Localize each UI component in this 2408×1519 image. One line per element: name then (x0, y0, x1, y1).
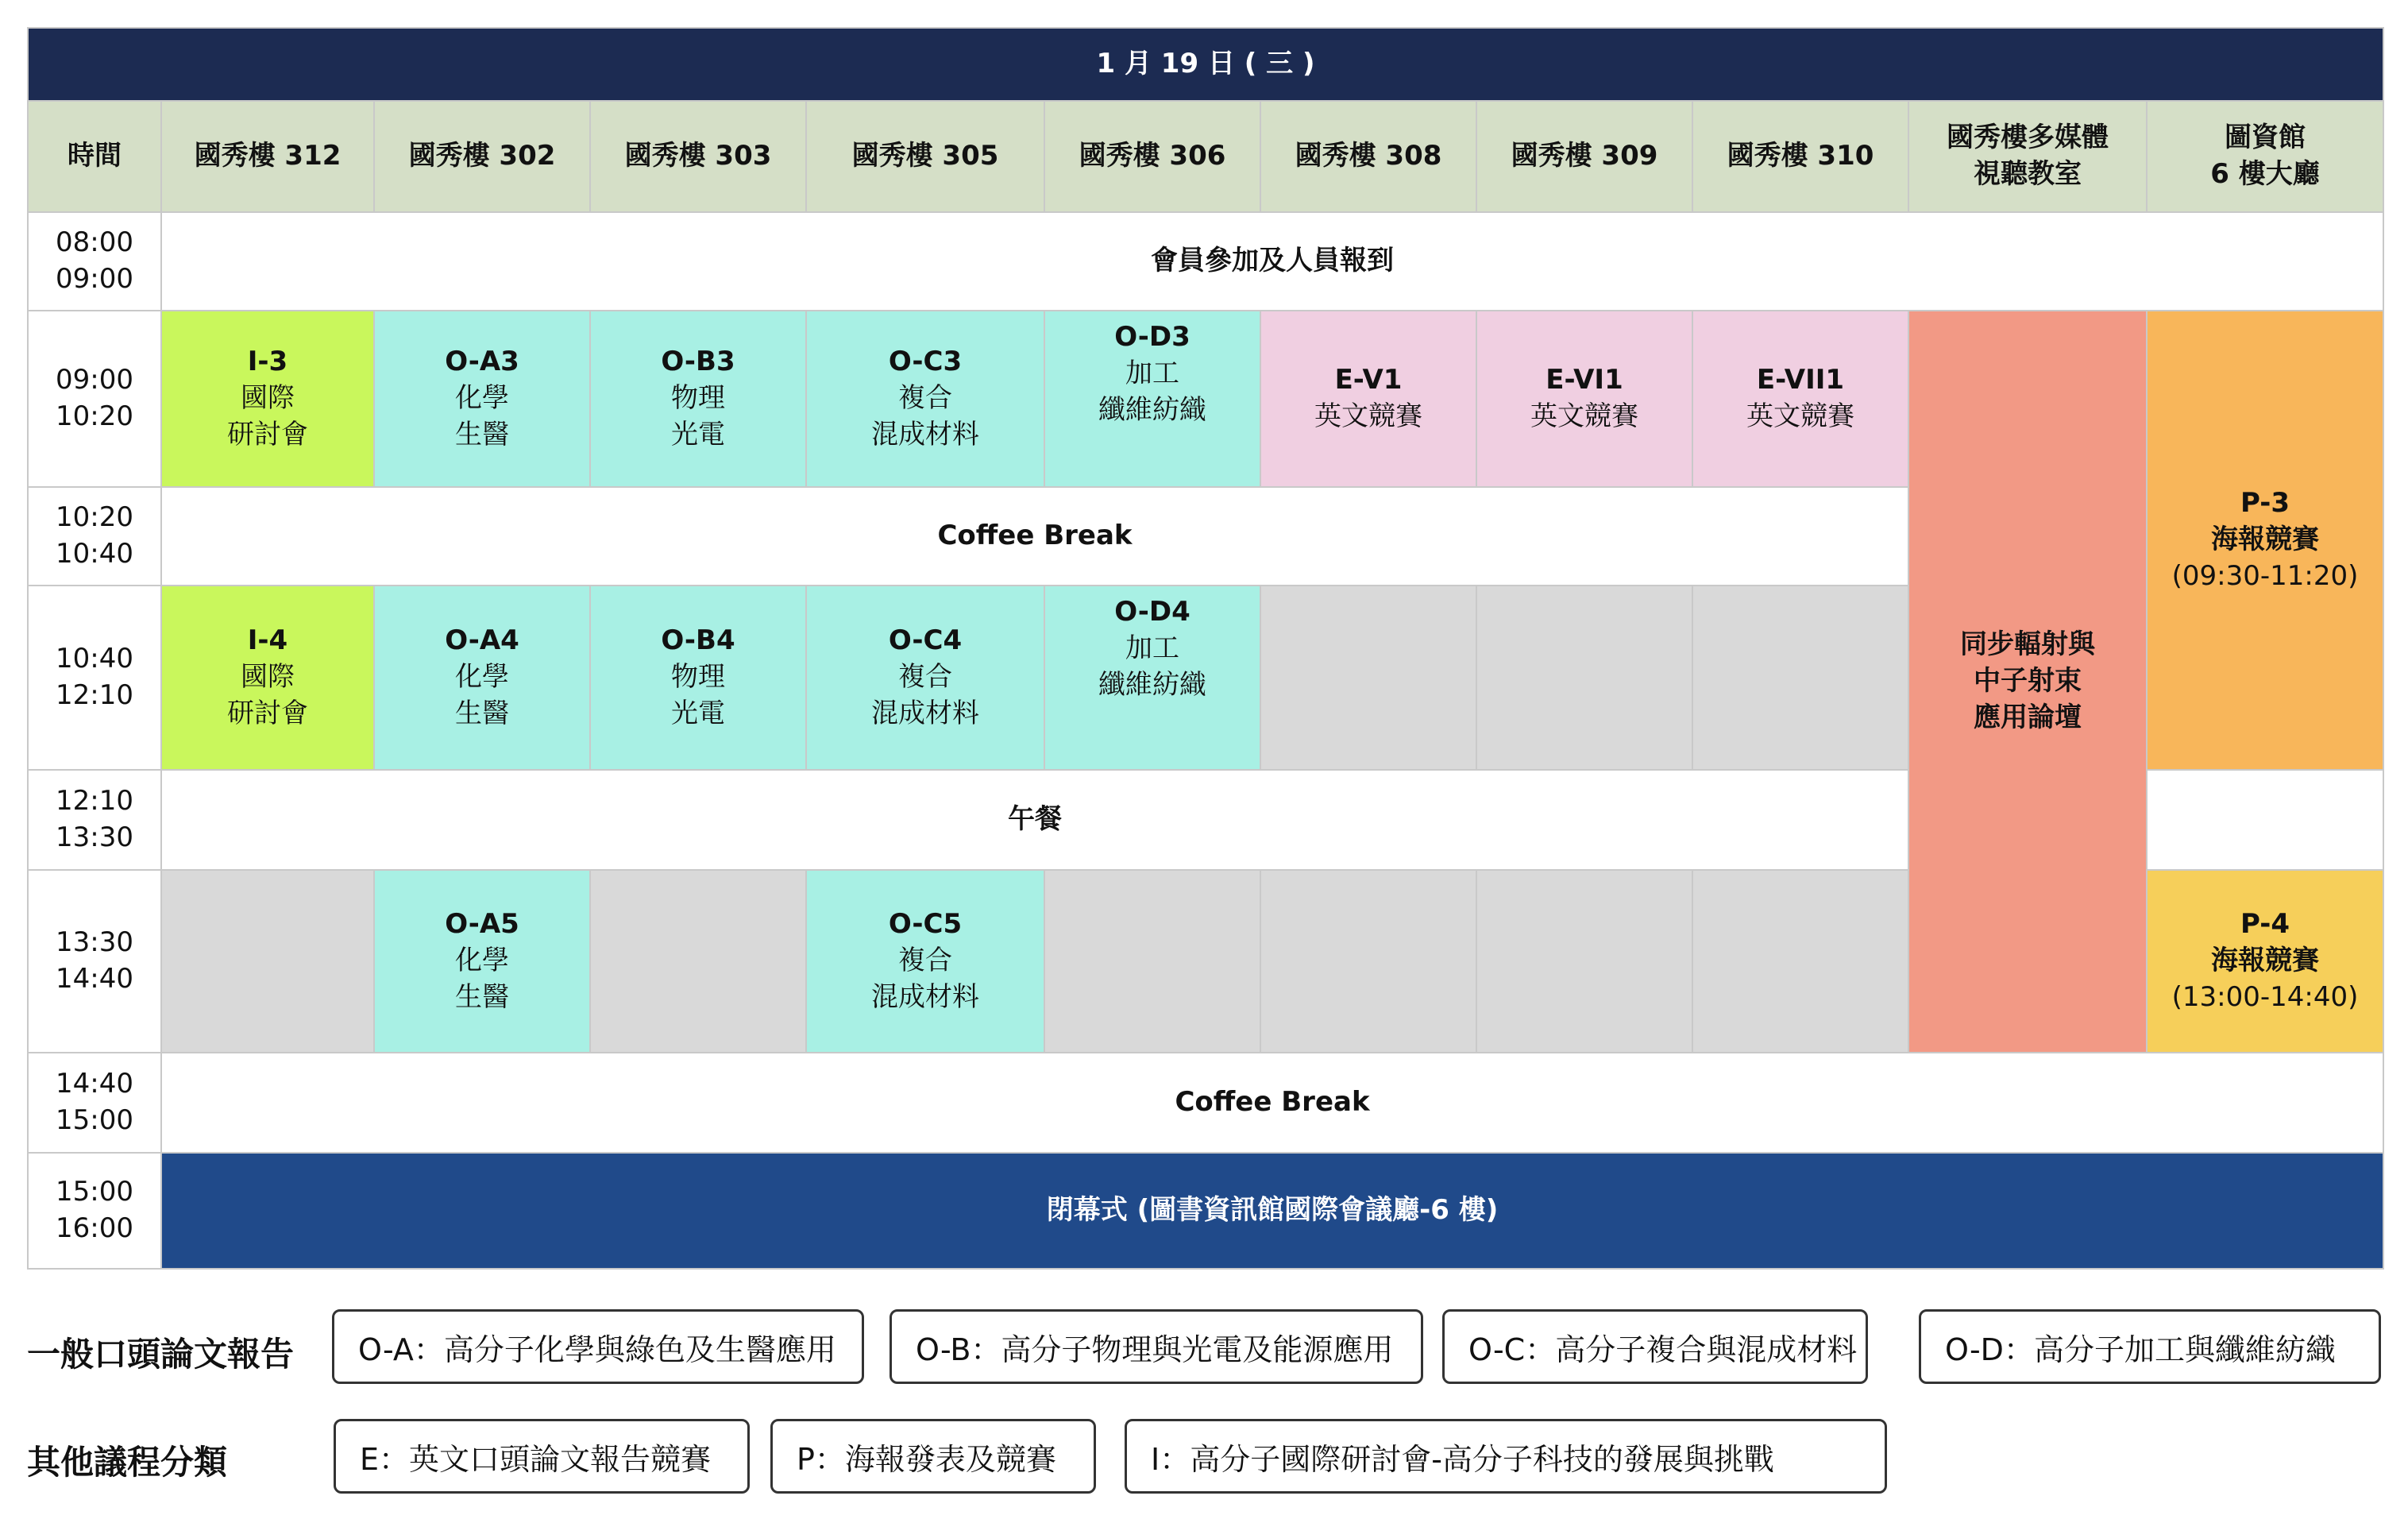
session-evii1: E-VII1 英文競賽 (1692, 311, 1908, 487)
session-oc3: O-C3 複合 混成材料 (806, 311, 1044, 487)
header-room-312: 國秀樓 312 (161, 101, 374, 212)
time-slot-0800: 08:00 09:00 (28, 212, 161, 311)
time-slot-1500: 15:00 16:00 (28, 1153, 161, 1269)
header-time: 時間 (28, 101, 161, 212)
empty-cell (1692, 586, 1908, 770)
time-slot-1330: 13:30 14:40 (28, 870, 161, 1053)
header-room-303: 國秀樓 303 (590, 101, 806, 212)
empty-cell (161, 870, 374, 1053)
session-oa4: O-A4 化學 生醫 (374, 586, 590, 770)
session-od3: O-D3 加工 纖維紡織 (1044, 311, 1260, 487)
session-i3: I-3 國際 研討會 (161, 311, 374, 487)
schedule-title: 1 月 19 日 ( 三 ) (28, 28, 2383, 101)
empty-cell (1044, 870, 1260, 1053)
legend-p: P：海報發表及競賽 (770, 1419, 1096, 1494)
empty-lobby-cell (2147, 770, 2383, 870)
session-oa5: O-A5 化學 生醫 (374, 870, 590, 1053)
session-oc4: O-C4 複合 混成材料 (806, 586, 1044, 770)
session-ob4: O-B4 物理 光電 (590, 586, 806, 770)
header-room-309: 國秀樓 309 (1476, 101, 1692, 212)
empty-cell (1260, 870, 1476, 1053)
session-od4: O-D4 加工 纖維紡織 (1044, 586, 1260, 770)
legend-ob: O-B：高分子物理與光電及能源應用 (889, 1309, 1423, 1384)
legend-oral-label: 一般口頭論文報告 (27, 1335, 295, 1374)
session-oc5: O-C5 複合 混成材料 (806, 870, 1044, 1053)
legend-oc: O-C：高分子複合與混成材料 (1442, 1309, 1868, 1384)
header-room-310: 國秀樓 310 (1692, 101, 1908, 212)
time-slot-0900: 09:00 10:20 (28, 311, 161, 487)
session-i4: I-4 國際 研討會 (161, 586, 374, 770)
session-evi1: E-VI1 英文競賽 (1476, 311, 1692, 487)
session-p3: P-3 海報競賽 (09:30-11:20) (2147, 311, 2383, 770)
registration-span: 會員參加及人員報到 (161, 212, 2383, 311)
time-slot-1210: 12:10 13:30 (28, 770, 161, 870)
header-room-302: 國秀樓 302 (374, 101, 590, 212)
session-ob3: O-B3 物理 光電 (590, 311, 806, 487)
coffee-break-1: Coffee Break (161, 487, 1908, 586)
legend-other-label: 其他議程分類 (27, 1443, 228, 1482)
header-library-lobby: 圖資館 6 樓大廳 (2147, 101, 2383, 212)
session-synchrotron-forum: 同步輻射與 中子射束 應用論壇 (1908, 311, 2147, 1053)
time-slot-1440: 14:40 15:00 (28, 1053, 161, 1153)
coffee-break-2: Coffee Break (161, 1053, 2383, 1153)
legend-od: O-D：高分子加工與纖維紡織 (1919, 1309, 2381, 1384)
legend-e: E：英文口頭論文報告競賽 (334, 1419, 750, 1494)
time-slot-1020: 10:20 10:40 (28, 487, 161, 586)
closing-ceremony: 閉幕式 (圖書資訊館國際會議廳-6 樓) (161, 1153, 2383, 1269)
lunch-span: 午餐 (161, 770, 1908, 870)
header-room-305: 國秀樓 305 (806, 101, 1044, 212)
empty-cell (590, 870, 806, 1053)
time-slot-1040: 10:40 12:10 (28, 586, 161, 770)
header-room-306: 國秀樓 306 (1044, 101, 1260, 212)
empty-cell (1692, 870, 1908, 1053)
empty-cell (1476, 870, 1692, 1053)
legend-oa: O-A：高分子化學與綠色及生醫應用 (332, 1309, 864, 1384)
header-multimedia-room: 國秀樓多媒體 視聽教室 (1908, 101, 2147, 212)
schedule-table (27, 27, 2384, 1270)
session-oa3: O-A3 化學 生醫 (374, 311, 590, 487)
header-room-308: 國秀樓 308 (1260, 101, 1476, 212)
session-ev1: E-V1 英文競賽 (1260, 311, 1476, 487)
legend-i: I：高分子國際研討會-高分子科技的發展與挑戰 (1125, 1419, 1887, 1494)
empty-cell (1260, 586, 1476, 770)
session-p4: P-4 海報競賽 (13:00-14:40) (2147, 870, 2383, 1053)
empty-cell (1476, 586, 1692, 770)
